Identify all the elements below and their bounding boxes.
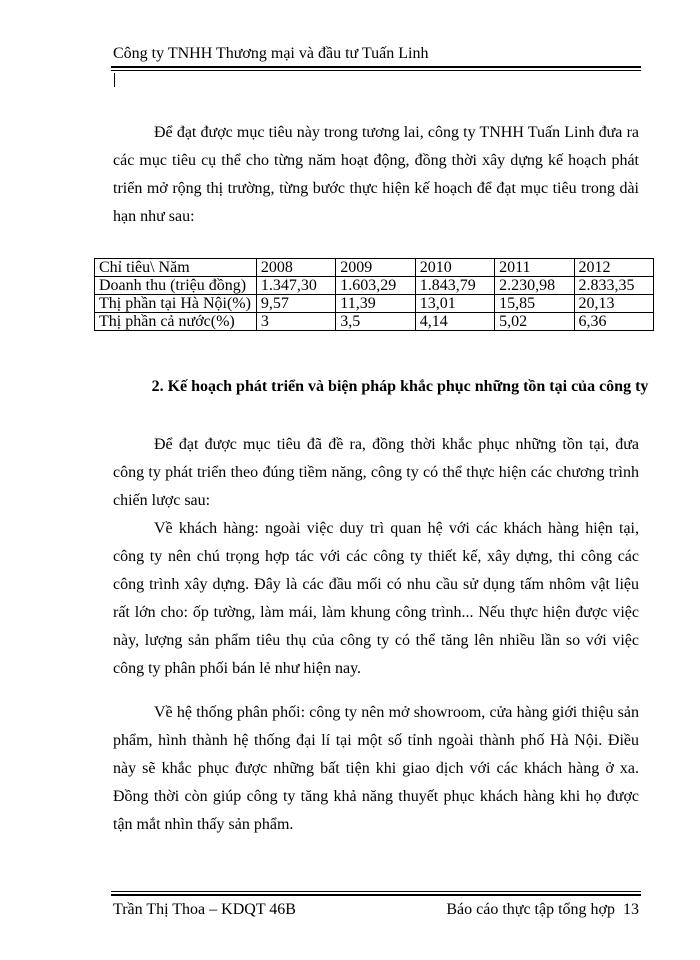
intro-paragraph: Để đạt được mục tiêu này trong tương lai, công ty TNHH Tuấn Linh đưa ra các mục tiêu cụ thể cho từng năm hoạt động, đồng thời xây dựng kế hoạch phát triển mở rộng thị trường, từng bước thực hiện kế hoạch để đạt mục tiêu trong dài hạn như sau: — [113, 124, 639, 225]
table-header-cell: 2010 — [415, 259, 494, 277]
table-cell: 20,13 — [574, 295, 653, 313]
table-header-cell: 2011 — [495, 259, 574, 277]
table-cell: 1.843,79 — [415, 277, 494, 295]
customer-paragraph: Về khách hàng: ngoài việc duy trì quan hệ với các khách hàng hiện tại, công ty nên chú trọng hợp tác với các công ty thiết kế, xây dựng, thi công các công trình xây dựng. Đây là các đầu mối có nhu cầu sử dụng tấm nhôm vật liệu rất lớn cho: ốp tường, làm mái, làm khung công trình... Nếu thực hiện được việc này, lượng sản phẩm tiêu thụ của công ty có thể tăng lên nhiều lần so với việc công ty phân phối bán lẻ như hiện nay. — [113, 520, 639, 677]
table-cell: Thị phần cả nước(%) — [95, 313, 257, 331]
table-cell: 2.833,35 — [574, 277, 653, 295]
footer-rule-thick — [111, 894, 641, 896]
table-cell: 3 — [256, 313, 335, 331]
table-cell: 3,5 — [336, 313, 415, 331]
strategy-intro-paragraph: Để đạt được mục tiêu đã đề ra, đồng thời khắc phục những tồn tại, đưa công ty phát triển theo đúng tiềm năng, công ty có thể thực hiện các chương trình chiến lược sau: — [113, 436, 639, 509]
targets-table — [94, 258, 654, 331]
section-heading: 2. Kế hoạch phát triển và biện pháp khắc phục những tồn tại của công ty — [151, 378, 649, 395]
table-cell: 4,14 — [415, 313, 494, 331]
header-rule-thick — [111, 66, 641, 68]
footer-report-title: Báo cáo thực tập tổng hợp — [446, 901, 615, 918]
table-row — [95, 313, 654, 331]
table-cell: 6,36 — [574, 313, 653, 331]
table-cell: 1.347,30 — [256, 277, 335, 295]
company-name-header: Công ty TNHH Thương mại và đầu tư Tuấn Linh — [113, 45, 429, 62]
table-cell: Thị phần tại Hà Nội(%) — [95, 295, 257, 313]
table-cell: 15,85 — [495, 295, 574, 313]
table-header-row — [95, 259, 654, 277]
distribution-paragraph: Về hệ thống phân phối: công ty nên mở showroom, cửa hàng giới thiệu sản phẩm, hình thành hệ thống đại lí tại một số tỉnh ngoài thành phố Hà Nội. Điều này sẽ khắc phục được những bất tiện khi giao dịch với các khách hàng ở xa. Đồng thời còn giúp công ty tăng khả năng thuyết phục khách hàng khi họ được tận mắt nhìn thấy sản phẩm. — [113, 704, 639, 833]
table-header-cell: 2008 — [256, 259, 335, 277]
footer-author: Trần Thị Thoa – KDQT 46B — [113, 901, 296, 918]
footer-report — [446, 900, 639, 920]
table-header-cell: 2009 — [336, 259, 415, 277]
table-cell: 13,01 — [415, 295, 494, 313]
table-cell: 5,02 — [495, 313, 574, 331]
table-header-cell: 2012 — [574, 259, 653, 277]
text-cursor-mark — [114, 73, 115, 87]
table-cell: 2.230,98 — [495, 277, 574, 295]
header-rule-thin — [111, 70, 641, 71]
page-number: 13 — [623, 901, 639, 918]
table-header-cell: Chỉ tiêu\ Năm — [95, 259, 257, 277]
footer-rule-thin — [111, 891, 641, 892]
table-row — [95, 295, 654, 313]
table-cell: 1.603,29 — [336, 277, 415, 295]
table-cell: 9,57 — [256, 295, 335, 313]
table-cell: Doanh thu (triệu đồng) — [95, 277, 257, 295]
table-cell: 11,39 — [336, 295, 415, 313]
table-row — [95, 277, 654, 295]
